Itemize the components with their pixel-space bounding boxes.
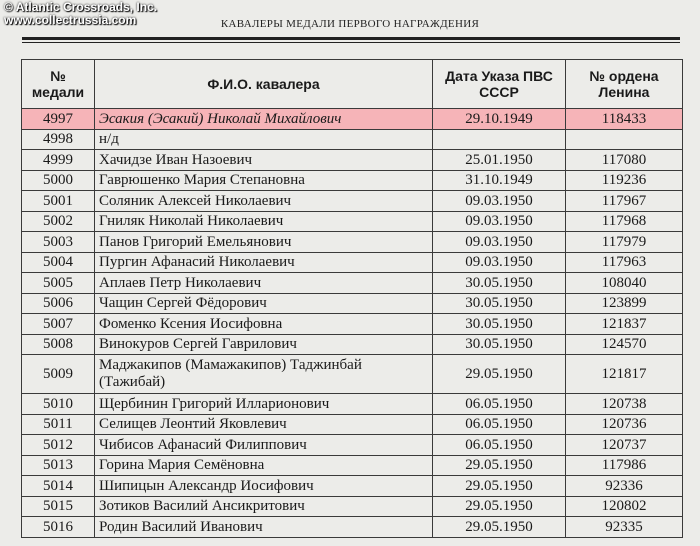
medal-number-cell: 5000 — [22, 170, 95, 191]
header-rule-thin — [22, 42, 680, 43]
table-row — [22, 211, 683, 232]
table-row — [22, 129, 683, 150]
decree-date-cell: 25.01.1950 — [433, 150, 566, 171]
table-row — [22, 293, 683, 314]
table-row — [22, 455, 683, 476]
table-row — [22, 109, 683, 130]
medal-number-cell: 5010 — [22, 394, 95, 415]
decree-date-cell: 30.05.1950 — [433, 314, 566, 335]
table-row — [22, 496, 683, 517]
order-number-cell: 117080 — [566, 150, 683, 171]
medal-number-cell: 5005 — [22, 273, 95, 294]
order-number-cell: 121837 — [566, 314, 683, 335]
order-number-cell: 92336 — [566, 476, 683, 497]
order-number-cell: 120736 — [566, 414, 683, 435]
name-cell: Гниляк Николай Николаевич — [95, 211, 433, 232]
order-number-cell: 120802 — [566, 496, 683, 517]
decree-date-cell: 06.05.1950 — [433, 435, 566, 456]
order-number-cell: 120737 — [566, 435, 683, 456]
table-row — [22, 273, 683, 294]
name-cell: Селищев Леонтий Яковлевич — [95, 414, 433, 435]
medal-number-cell: 5013 — [22, 455, 95, 476]
medal-number-cell: 4998 — [22, 129, 95, 150]
decree-date-cell: 09.03.1950 — [433, 252, 566, 273]
name-cell: Щербинин Григорий Илларионович — [95, 394, 433, 415]
decree-date-cell: 06.05.1950 — [433, 414, 566, 435]
decree-date-cell: 29.05.1950 — [433, 496, 566, 517]
name-cell: Зотиков Василий Ансикритович — [95, 496, 433, 517]
name-cell: н/д — [95, 129, 433, 150]
table-row — [22, 476, 683, 497]
medal-number-cell: 5007 — [22, 314, 95, 335]
order-number-cell: 124570 — [566, 334, 683, 355]
header-decree-date: Дата Указа ПВС СССР — [433, 60, 566, 109]
medal-number-cell: 5001 — [22, 191, 95, 212]
medal-number-cell: 5009 — [22, 355, 95, 394]
order-number-cell: 121817 — [566, 355, 683, 394]
table-row — [22, 334, 683, 355]
name-cell: Чащин Сергей Фёдорович — [95, 293, 433, 314]
table-row — [22, 314, 683, 335]
decree-date-cell: 30.05.1950 — [433, 273, 566, 294]
table-row — [22, 232, 683, 253]
decree-date-cell: 09.03.1950 — [433, 211, 566, 232]
medal-number-cell: 5008 — [22, 334, 95, 355]
watermark-line-1: © Atlantic Crossroads, Inc. — [4, 0, 158, 14]
name-cell: Гаврюшенко Мария Степановна — [95, 170, 433, 191]
decree-date-cell: 09.03.1950 — [433, 191, 566, 212]
table-row — [22, 252, 683, 273]
running-head: КАВАЛЕРЫ МЕДАЛИ ПЕРВОГО НАГРАЖДЕНИЯ — [220, 18, 480, 30]
decree-date-cell: 29.05.1950 — [433, 355, 566, 394]
decree-date-cell: 29.05.1950 — [433, 455, 566, 476]
header-name: Ф.И.О. кавалера — [95, 60, 433, 109]
medal-number-cell: 5014 — [22, 476, 95, 497]
order-number-cell: 108040 — [566, 273, 683, 294]
order-number-cell: 118433 — [566, 109, 683, 130]
watermark — [4, 1, 157, 27]
decree-date-cell: 30.05.1950 — [433, 334, 566, 355]
name-cell: Винокуров Сергей Гаврилович — [95, 334, 433, 355]
medal-number-cell: 5016 — [22, 517, 95, 538]
medal-number-cell: 4997 — [22, 109, 95, 130]
name-cell: Шипицын Александр Иосифович — [95, 476, 433, 497]
name-cell: Аплаев Петр Николаевич — [95, 273, 433, 294]
table-row — [22, 394, 683, 415]
decree-date-cell: 29.05.1950 — [433, 517, 566, 538]
medal-number-cell: 5006 — [22, 293, 95, 314]
decree-date-cell: 31.10.1949 — [433, 170, 566, 191]
medal-number-cell: 5015 — [22, 496, 95, 517]
medal-holders-table — [21, 59, 683, 538]
order-number-cell: 117986 — [566, 455, 683, 476]
order-number-cell — [566, 129, 683, 150]
medal-number-cell: 4999 — [22, 150, 95, 171]
decree-date-cell: 29.10.1949 — [433, 109, 566, 130]
table-row — [22, 170, 683, 191]
name-cell: Хачидзе Иван Назоевич — [95, 150, 433, 171]
name-cell: Пургин Афанасий Николаевич — [95, 252, 433, 273]
table-header-row — [22, 60, 683, 109]
watermark-line-2: www.collectrussia.com — [4, 13, 137, 27]
name-cell: Горина Мария Семёновна — [95, 455, 433, 476]
medal-number-cell: 5012 — [22, 435, 95, 456]
medal-number-cell: 5002 — [22, 211, 95, 232]
header-order-no: № ордена Ленина — [566, 60, 683, 109]
table-row — [22, 517, 683, 538]
table-row — [22, 191, 683, 212]
order-number-cell: 117979 — [566, 232, 683, 253]
name-cell: Родин Василий Иванович — [95, 517, 433, 538]
table-body — [22, 109, 683, 538]
name-cell: Панов Григорий Емельянович — [95, 232, 433, 253]
decree-date-cell: 29.05.1950 — [433, 476, 566, 497]
order-number-cell: 92335 — [566, 517, 683, 538]
header-medal-no: № медали — [22, 60, 95, 109]
medal-number-cell: 5004 — [22, 252, 95, 273]
table-row — [22, 435, 683, 456]
table-row — [22, 150, 683, 171]
decree-date-cell: 30.05.1950 — [433, 293, 566, 314]
medal-number-cell: 5011 — [22, 414, 95, 435]
decree-date-cell: 09.03.1950 — [433, 232, 566, 253]
table-row — [22, 355, 683, 394]
header-rule-thick — [22, 37, 680, 40]
name-cell: Маджакипов (Мамажакипов) Таджинбай (Тажибай) — [95, 355, 433, 394]
table-row — [22, 414, 683, 435]
order-number-cell: 117963 — [566, 252, 683, 273]
order-number-cell: 123899 — [566, 293, 683, 314]
decree-date-cell — [433, 129, 566, 150]
name-cell: Фоменко Ксения Иосифовна — [95, 314, 433, 335]
order-number-cell: 119236 — [566, 170, 683, 191]
decree-date-cell: 06.05.1950 — [433, 394, 566, 415]
name-cell: Соляник Алексей Николаевич — [95, 191, 433, 212]
order-number-cell: 120738 — [566, 394, 683, 415]
name-cell: Эсакия (Эсакий) Николай Михайлович — [95, 109, 433, 130]
name-cell: Чибисов Афанасий Филиппович — [95, 435, 433, 456]
medal-number-cell: 5003 — [22, 232, 95, 253]
order-number-cell: 117967 — [566, 191, 683, 212]
order-number-cell: 117968 — [566, 211, 683, 232]
